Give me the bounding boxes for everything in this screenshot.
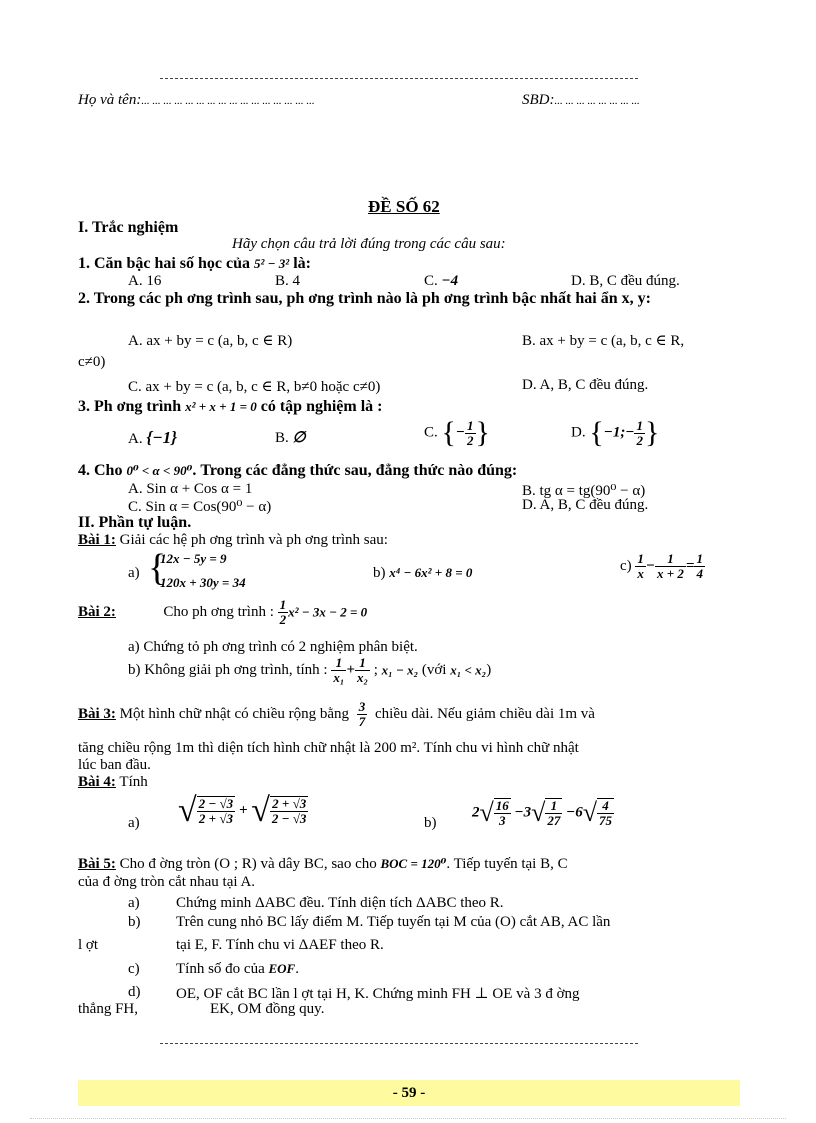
q2-option-b-cont: c≠0) [78,354,106,370]
bai4-text: Bài 4: Tính [78,774,148,790]
bai1-a-eq2: 120x + 30y = 34 [160,575,246,590]
bai4-a-label: a) [128,815,140,831]
bai5-c: Tính số đo của EOF. [176,961,299,977]
q2-option-c: C. ax + by = c (a, b, c ∈ R, b≠0 hoặc c≠0) [128,379,381,395]
header-divider [160,78,638,79]
q1-option-a: A. 16 [128,273,162,289]
bai4-b-label: b) [424,815,437,831]
bai1-a-brace: { [148,547,167,589]
q3-option-a: A. {−1} [128,428,177,447]
bai5-line2: của đ ờng tròn cắt nhau tại A. [78,874,256,890]
q1-text: 1. Căn bậc hai số học của 5² − 3² là: [78,255,311,272]
q3-option-b: B. ∅ [275,430,306,446]
bai3-line2: tăng chiều rộng 1m thì diện tích hình chữ nhật là 200 m². Tính chu vi hình chữ nhật [78,740,579,756]
bai3-line1: Bài 3: Một hình chữ nhật có chiều rộng bằng $\frac{3}{7}$ chiều dài. Nếu giảm chiều dài 1m và [78,699,595,729]
q4-option-c: C. Sin α = Cos(90⁰ − α) [128,499,272,515]
page-number-bar [78,1080,740,1106]
q1-option-b: B. 4 [275,273,301,289]
bai1-c: c) $\frac{1}{x}$ − $\frac{1}{x + 2}$ = $\frac{1}{4}$ [620,551,703,581]
bai5-c-label: c) [128,961,140,977]
q2-option-a: A. ax + by = c (a, b, c ∈ R) [128,333,293,349]
q4-text: 4. Cho 0⁰ < α < 90⁰. Trong các đẳng thức sau, đẳng thức nào đúng: [78,462,518,479]
bai1-text: Bài 1: Giải các hệ ph ơng trình và ph ơng trình sau: [78,532,388,548]
bai2-text: Bài 2: Cho ph ơng trình : $\frac{1}{2}$ x² − 3x − 2 = 0 [78,597,368,627]
bai5-b-pre: l ợt [78,937,99,953]
q4-option-d: D. A, B, C đều đúng. [522,497,649,513]
page-title: ĐỀ SỐ 62 [368,197,440,216]
bai1-b: b) x⁴ − 6x² + 8 = 0 [373,565,473,581]
q1-option-c: C. −4 [424,273,459,289]
bai3-line3: lúc ban đầu. [78,757,151,773]
bai4-b-expr: 2√ $\frac{16}{3}$ −3√ $\frac{1}{27}$ −6√ $\frac{4}{75}$ [472,798,613,828]
bai5-b: Trên cung nhỏ BC lấy điểm M. Tiếp tuyến tại M của (O) cắt AB, AC lần [176,914,611,930]
q2-text: 2. Trong các ph ơng trình sau, ph ơng trình nào là ph ơng trình bậc nhất hai ẩn x, y: [78,290,651,307]
bai5-line1: Bài 5: Cho đ ờng tròn (O ; R) và dây BC, sao cho BOC = 120⁰. Tiếp tuyến tại B, C [78,856,568,872]
q1-option-d: D. B, C đều đúng. [571,273,680,289]
footer-divider [160,1043,638,1044]
bai4-a-expr: √ $\frac{2 - √3}{2 + √3}$ + √ $\frac{2 + √3}{2 - √3}$ [178,792,307,829]
q3-text: 3. Ph ơng trình x² + x + 1 = 0 có tập nghiệm là : [78,398,383,415]
bai5-b-label: b) [128,914,141,930]
bai5-d2b: EK, OM đồng quy. [210,1001,325,1017]
q4-option-a: A. Sin α + Cos α = 1 [128,481,253,497]
bai5-b2: tại E, F. Tính chu vi ΔAEF theo R. [176,937,384,953]
part1-heading: I. Trắc nghiệm [78,219,179,236]
bai5-a: Chứng minh ΔABC đều. Tính diện tích ΔABC theo R. [176,895,504,911]
bai1-a-label: a) [128,565,140,581]
bai5-d: OE, OF cắt BC lần l ợt tại H, K. Chứng minh FH ⊥ OE và 3 đ ờng [176,986,580,1002]
page-number: - 59 - [392,1085,426,1101]
sbd-field: SBD:... ... ... ... ... ... ... ... [522,92,640,108]
q2-option-d: D. A, B, C đều đúng. [522,377,649,393]
q2-option-b: B. ax + by = c (a, b, c ∈ R, [522,333,685,349]
part2-heading: II. Phần tự luận. [78,514,192,531]
bai2-a: a) Chứng tỏ ph ơng trình có 2 nghiệm phân biệt. [128,639,418,655]
bai5-d-label: d) [128,984,141,1000]
q4-option-b: B. tg α = tg(90⁰ − α) [522,483,646,499]
bai2-b: b) Không giải ph ơng trình, tính : $\frac{1}{\text{x₁}}$ + $\frac{1}{\text{x₂}}$ ; x₁ − x₂ (với x₁ < x₂) [128,655,492,685]
bai1-a-eq1: 12x − 5y = 9 [160,551,227,566]
q3-option-d: D. {−1;− $\frac{1}{2}$ } [571,416,660,449]
q3-option-c: C. {− $\frac{1}{2}$ } [424,416,490,449]
bai5-d2a: thẳng FH, [78,1001,138,1017]
name-field: Họ và tên:... ... ... ... ... ... ... ... ... ... ... ... ... ... ... ... [78,92,315,108]
page-edge [30,1118,786,1119]
bai5-a-label: a) [128,895,140,911]
part1-instruction: Hãy chọn câu trả lời đúng trong các câu sau: [232,236,506,252]
